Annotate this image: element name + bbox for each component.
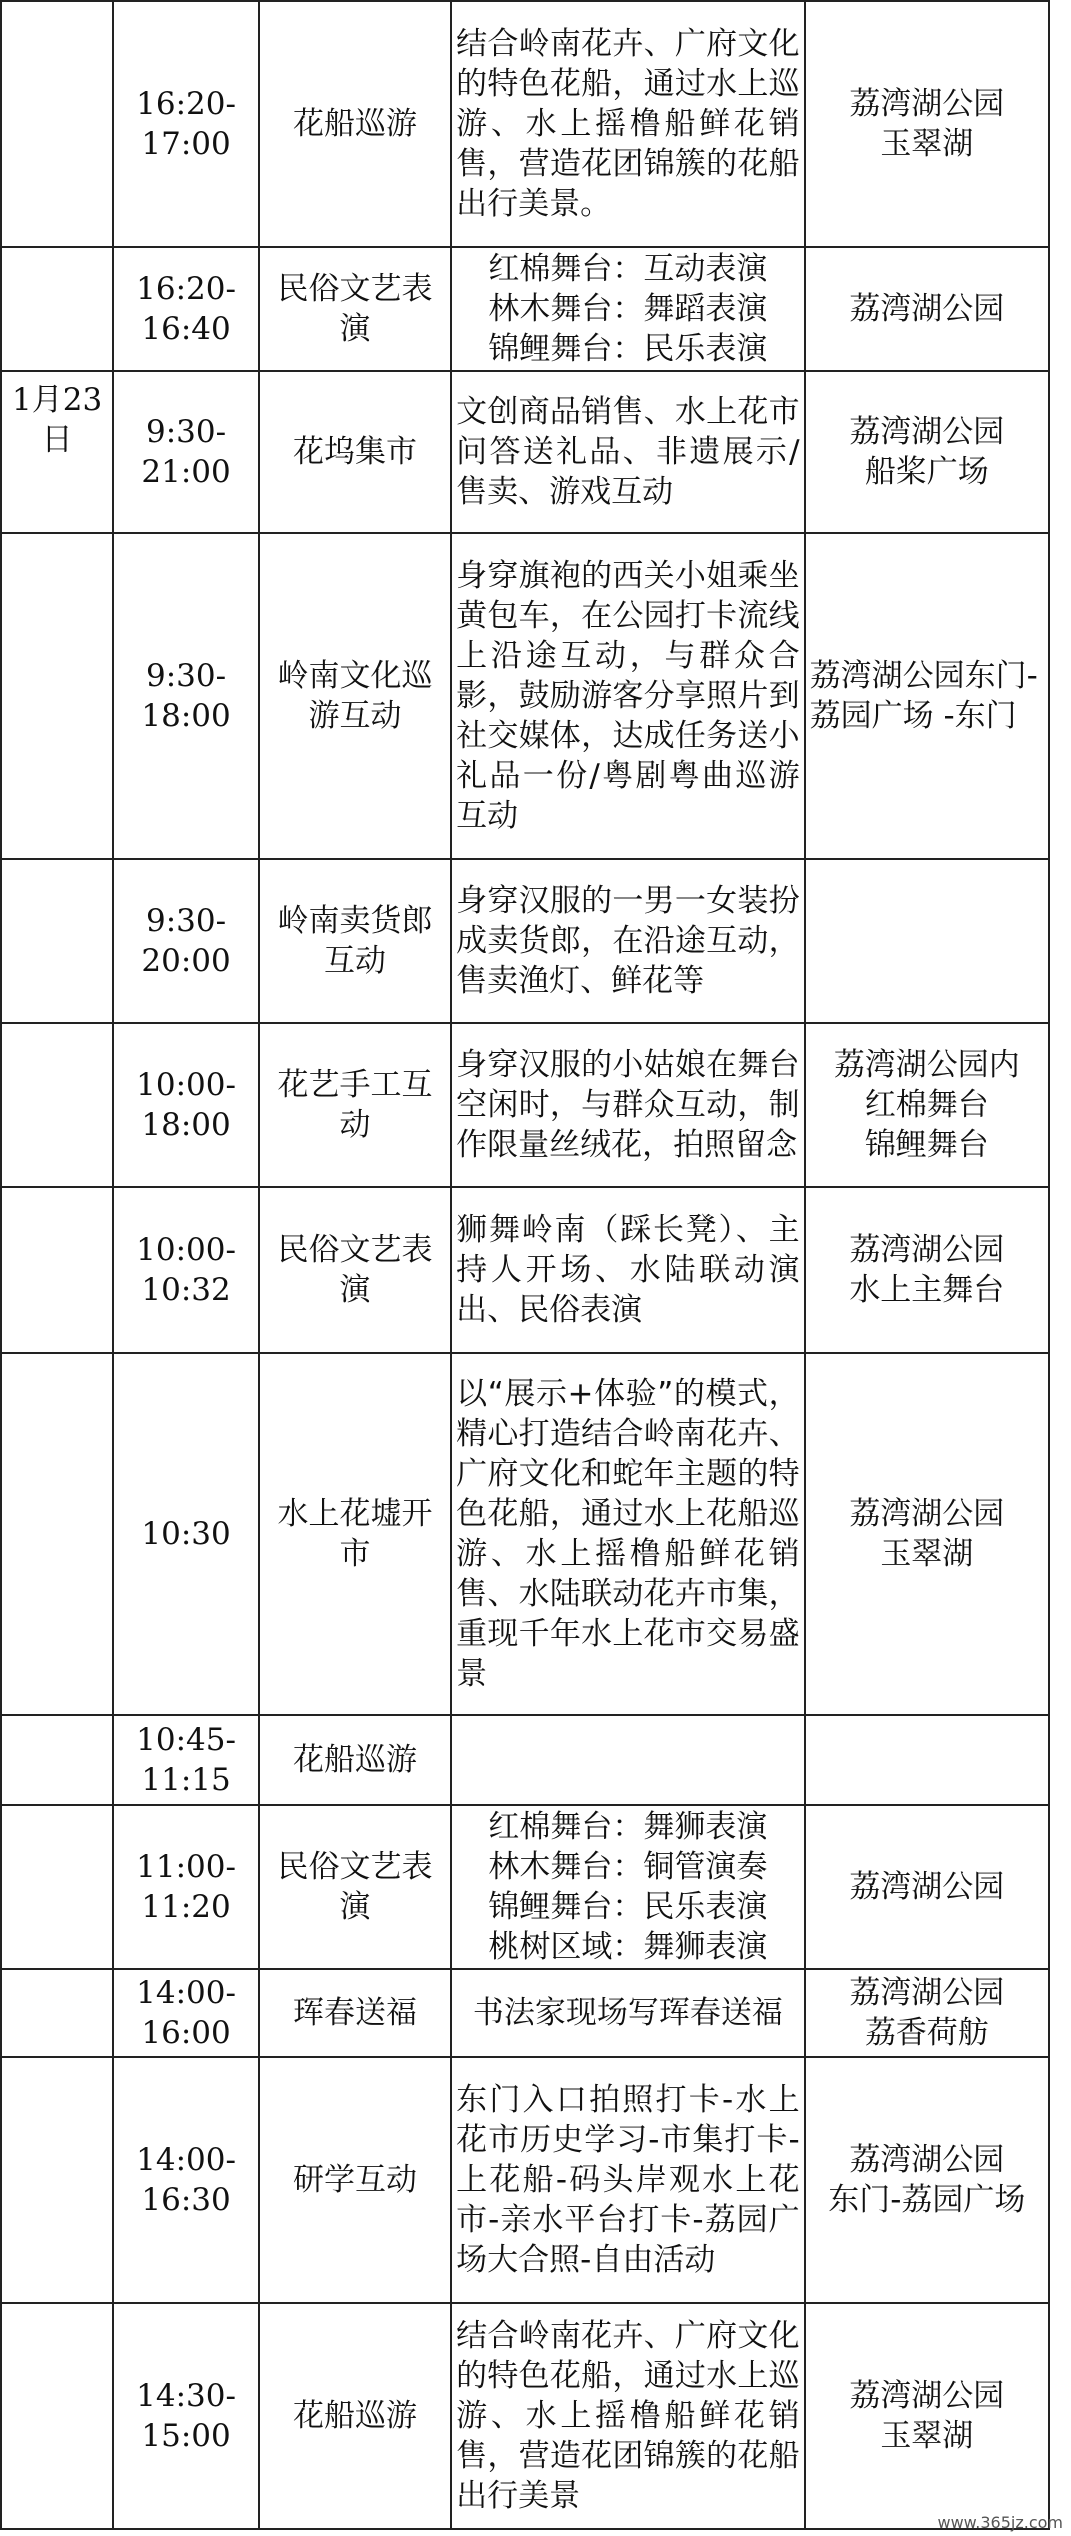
- location-cell: 荔湾湖公园 船桨广场: [805, 371, 1049, 533]
- location-cell: 荔湾湖公园东门-荔园广场 -东门: [805, 533, 1049, 859]
- activity-cell: 珲春送福: [259, 1969, 451, 2057]
- date-cell: [1, 1805, 113, 1969]
- activity-cell: 研学互动: [259, 2057, 451, 2303]
- location-cell: 荔湾湖公园 玉翠湖: [805, 1, 1049, 247]
- table-row: [1, 1, 1049, 247]
- content-cell: 身穿旗袍的西关小姐乘坐黄包车，在公园打卡流线上沿途互动，与群众合影，鼓励游客分享照片到社交媒体，达成任务送小礼品一份/粤剧粤曲巡游互动: [451, 533, 804, 859]
- location-cell: 荔湾湖公园 玉翠湖: [805, 2303, 1049, 2529]
- table-row: [1, 1969, 1049, 2057]
- time-cell: 10:00- 10:32: [113, 1187, 259, 1353]
- table-row: [1, 247, 1049, 371]
- table-row: [1, 1805, 1049, 1969]
- content-cell: 身穿汉服的小姑娘在舞台空闲时，与群众互动，制作限量丝绒花，拍照留念: [451, 1023, 804, 1187]
- content-cell: 东门入口拍照打卡-水上花市历史学习-市集打卡-上花船-码头岸观水上花市-亲水平台打卡-荔园广场大合照-自由活动: [451, 2057, 804, 2303]
- content-cell: 红棉舞台：互动表演 林木舞台：舞蹈表演 锦鲤舞台：民乐表演: [451, 247, 804, 371]
- time-cell: 10:00- 18:00: [113, 1023, 259, 1187]
- date-cell: [1, 1715, 113, 1805]
- activity-cell: 岭南卖货郎互动: [259, 859, 451, 1023]
- date-cell: [1, 1353, 113, 1715]
- date-cell: [1, 1023, 113, 1187]
- content-cell: 结合岭南花卉、广府文化的特色花船，通过水上巡游、水上摇橹船鲜花销售，营造花团锦簇的花船出行美景: [451, 2303, 804, 2529]
- date-cell: [1, 859, 113, 1023]
- activity-cell: 水上花墟开市: [259, 1353, 451, 1715]
- table-row: [1, 2057, 1049, 2303]
- time-cell: 14:00- 16:30: [113, 2057, 259, 2303]
- content-cell: 红棉舞台：舞狮表演 林木舞台：铜管演奏 锦鲤舞台：民乐表演 桃树区域：舞狮表演: [451, 1805, 804, 1969]
- time-cell: 10:30: [113, 1353, 259, 1715]
- activity-cell: 花船巡游: [259, 2303, 451, 2529]
- time-cell: 9:30- 18:00: [113, 533, 259, 859]
- time-cell: 11:00- 11:20: [113, 1805, 259, 1969]
- time-cell: 14:00- 16:00: [113, 1969, 259, 2057]
- table-row: [1, 1353, 1049, 1715]
- location-cell: 荔湾湖公园 东门-荔园广场: [805, 2057, 1049, 2303]
- date-cell: [1, 533, 113, 859]
- content-cell: 文创商品销售、水上花市问答送礼品、非遗展示/售卖、游戏互动: [451, 371, 804, 533]
- activity-cell: 花艺手工互动: [259, 1023, 451, 1187]
- activity-cell: 民俗文艺表演: [259, 1805, 451, 1969]
- table-row: [1, 1187, 1049, 1353]
- location-cell: 荔湾湖公园 玉翠湖: [805, 1353, 1049, 1715]
- location-cell: 荔湾湖公园: [805, 1805, 1049, 1969]
- table-row: [1, 371, 1049, 533]
- location-cell: 荔湾湖公园 水上主舞台: [805, 1187, 1049, 1353]
- location-cell: 荔湾湖公园: [805, 247, 1049, 371]
- time-cell: 14:30- 15:00: [113, 2303, 259, 2529]
- date-cell: [1, 247, 113, 371]
- activity-cell: 花坞集市: [259, 371, 451, 533]
- location-cell: 荔湾湖公园 荔香荷舫: [805, 1969, 1049, 2057]
- content-cell: [451, 1715, 804, 1805]
- date-cell: [1, 1, 113, 247]
- content-cell: 结合岭南花卉、广府文化的特色花船，通过水上巡游、水上摇橹船鲜花销售，营造花团锦簇的花船出行美景。: [451, 1, 804, 247]
- location-cell: [805, 1715, 1049, 1805]
- content-cell: 身穿汉服的一男一女装扮成卖货郎，在沿途互动，售卖渔灯、鲜花等: [451, 859, 804, 1023]
- location-cell: [805, 859, 1049, 1023]
- location-cell: 荔湾湖公园内 红棉舞台 锦鲤舞台: [805, 1023, 1049, 1187]
- activity-cell: 花船巡游: [259, 1715, 451, 1805]
- table-row: [1, 1023, 1049, 1187]
- activity-cell: 花船巡游: [259, 1, 451, 247]
- table-row: [1, 1715, 1049, 1805]
- activity-cell: 民俗文艺表演: [259, 1187, 451, 1353]
- date-cell: [1, 2057, 113, 2303]
- site-watermark: www.365jz.com: [937, 2513, 1063, 2532]
- date-cell: [1, 2303, 113, 2529]
- time-cell: 9:30- 20:00: [113, 859, 259, 1023]
- table-row: [1, 533, 1049, 859]
- time-cell: 10:45- 11:15: [113, 1715, 259, 1805]
- activity-cell: 岭南文化巡游互动: [259, 533, 451, 859]
- table-row: [1, 859, 1049, 1023]
- content-cell: 狮舞岭南（踩长凳）、主持人开场、水陆联动演出、民俗表演: [451, 1187, 804, 1353]
- table-row: [1, 2303, 1049, 2529]
- time-cell: 9:30- 21:00: [113, 371, 259, 533]
- time-cell: 16:20- 16:40: [113, 247, 259, 371]
- content-cell: 以“展示+体验”的模式，精心打造结合岭南花卉、广府文化和蛇年主题的特色花船，通过水上花船巡游、水上摇橹船鲜花销售、水陆联动花卉市集，重现千年水上花市交易盛景: [451, 1353, 804, 1715]
- content-cell: 书法家现场写珲春送福: [451, 1969, 804, 2057]
- date-cell: 1月23日: [1, 371, 113, 533]
- time-cell: 16:20- 17:00: [113, 1, 259, 247]
- date-cell: [1, 1187, 113, 1353]
- activity-cell: 民俗文艺表演: [259, 247, 451, 371]
- date-cell: [1, 1969, 113, 2057]
